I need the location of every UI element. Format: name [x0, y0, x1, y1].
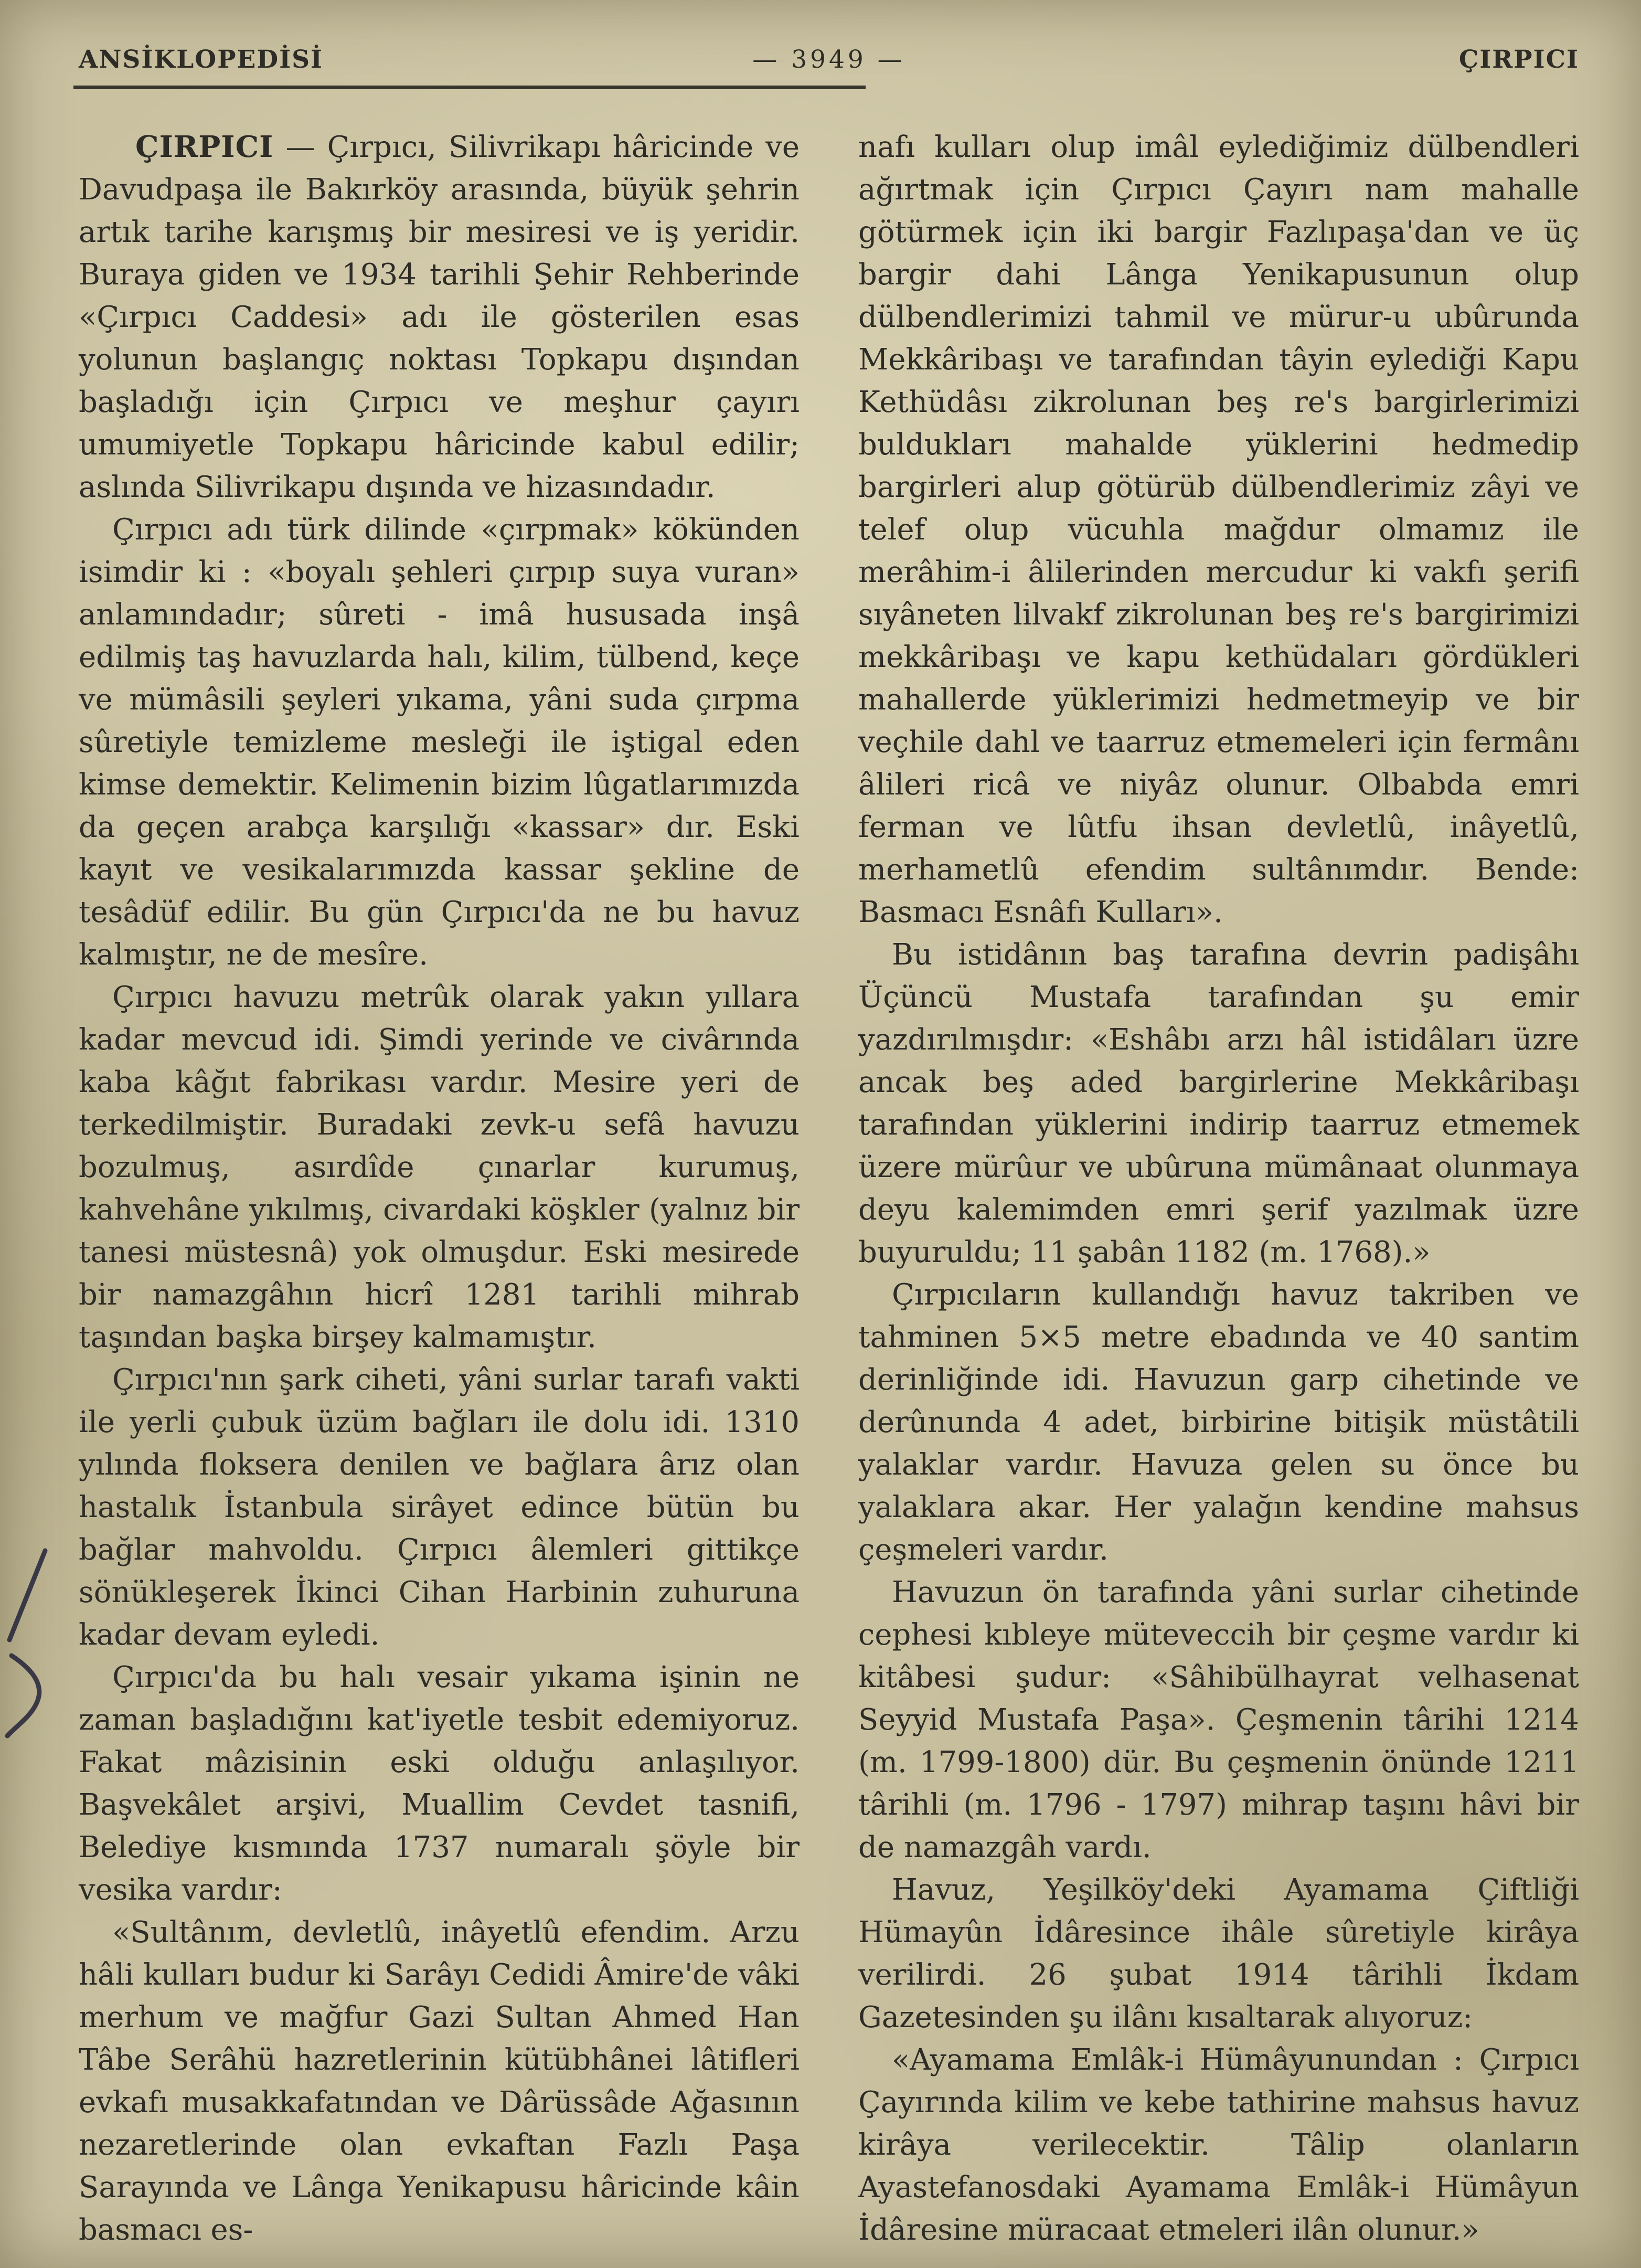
paragraph: Havuz, Yeşilköy'deki Ayamama Çiftliği Hümayûn İdâresince ihâle sûretiyle kirâya verilirdi. 26 şubat 1914 târihli İkdam Gazetesinden şu ilânı kısaltarak alıyoruz:: [858, 1873, 1579, 2034]
paragraph: Çırpıcı adı türk dilinde «çırpmak» kökünden isimdir ki : «boyalı şehleri çırpıp suya vuran» anlamındadır; sûreti - imâ hususada inşâ edilmiş taş havuzlarda halı, kilim, tülbend, keçe ve mümâsili şeyleri yıkama, yâni suda çırpma sûretiyle temizleme mesleği ile iştigal eden kimse demektir. Kelimenin bizim lûgatlarımızda da geçen arabça karşılığı «kassar» dır. Eski kayıt ve vesikalarımızda kassar şekline de tesâdüf edilir. Bu gün Çırpıcı'da ne bu havuz kalmıştır, ne de mesîre.: [79, 513, 800, 972]
right-column: [858, 126, 1579, 2251]
paragraph: nafı kulları olup imâl eylediğimiz dülbendleri ağırtmak için Çırpıcı Çayırı nam mahalle götürmek için iki bargir Fazlıpaşa'dan ve üç bargir dahi Lânga Yenikapusunun olup dülbendlerimizi tahmil ve mürur-u ubûrunda Mekkâribaşı ve tarafından tâyin eylediği Kapu Kethüdâsı zikrolunan beş re's bargirlerimizi buldukları mahalde yüklerini hedmedip bargirleri alup götürüb dülbendlerimiz zâyi ve telef olup vücuhla mağdur olmamız ile merâhim-i âlilerinden mercudur ki vakfı şerifi sıyâneten lilvakf zikrolunan beş re's bargirimizi mekkâribaşı ve kapu kethüdaları gördükleri mahallerde yüklerimizi hedmetmeyip ve bir veçhile dahl ve taarruz etmemeleri için fermânı âlileri ricâ ve niyâz olunur. Olbabda emri ferman ve lûtfu ihsan devletlû, inâyetlû, merhametlû efendim sultânımdır. Bende: Basmacı Esnâfı Kulları».: [858, 130, 1579, 929]
header-rule: [73, 86, 866, 89]
paragraph: «Sultânım, devletlû, inâyetlû efendim. Arzu hâli kulları budur ki Sarâyı Cedidi Âmire'de vâki merhum ve mağfur Gazi Sultan Ahmed Han Tâbe Serâhü hazretlerinin kütübhânei lâtifleri evkafı musakkafatından ve Dârüssâde Ağasının nezaretlerinde olan evkaftan Fazlı Paşa Sarayında ve Lânga Yenikapusu hâricinde kâin basmacı es-: [79, 1915, 800, 2247]
handwritten-pen-marks: [0, 1522, 73, 1774]
paragraph: Çırpıcıların kullandığı havuz takriben ve tahminen 5×5 metre ebadında ve 40 santim derinliğinde idi. Havuzun garp cihetinde ve derûnunda 4 adet, birbirine bitişik müstâtili yalaklar vardır. Havuza gelen su önce bu yalaklara akar. Her yalağın kendine mahsus çeşmeleri vardır.: [858, 1278, 1579, 1567]
header-left-title: ANSİKLOPEDİSİ: [79, 45, 324, 74]
text-columns: [79, 126, 1579, 2251]
diagonal-stroke-icon: [9, 1551, 45, 1640]
header-page-number: — 3949 —: [752, 45, 905, 74]
page-header: [79, 45, 1579, 74]
paragraph: [79, 126, 800, 508]
paragraph: Çırpıcı'nın şark ciheti, yâni surlar tarafı vakti ile yerli çubuk üzüm bağları ile dolu idi. 1310 yılında floksera denilen ve bağlara ârız olan hastalık İstanbula sirâyet edince bütün bu bağlar mahvoldu. Çırpıcı âlemleri gittikçe sönükleşerek İkinci Cihan Harbinin zuhuruna kadar devam eyledi.: [79, 1363, 800, 1652]
paragraph: Bu istidânın baş tarafına devrin padişâhı Üçüncü Mustafa tarafından şu emir yazdırılmışdır: «Eshâbı arzı hâl istidâları üzre ancak beş aded bargirlerine Mekkâribaşı tarafından yüklerini indirip taarruz etmemek üzere mürûur ve ubûruna mümânaat olunmaya deyu kalemimden emri şerif yazılmak üzre buyuruldu; 11 şabân 1182 (m. 1768).»: [858, 938, 1579, 1269]
curved-check-icon: [7, 1656, 39, 1736]
lead-term: ÇIRPICI: [135, 130, 274, 164]
paragraph: «Ayamama Emlâk-i Hümâyunundan : Çırpıcı Çayırında kilim ve kebe tathirine mahsus havuz kirâya verilecektir. Tâlip olanların Ayastefanosdaki Ayamama Emlâk-i Hümâyun İdâresine müracaat etmeleri ilân olunur.»: [858, 2043, 1579, 2247]
header-right-title: ÇIRPICI: [1458, 45, 1579, 74]
paragraph: Çırpıcı'da bu halı vesair yıkama işinin ne zaman başladığını kat'iyetle tesbit edemiyoruz. Fakat mâzisinin eski olduğu anlaşılıyor. Başvekâlet arşivi, Muallim Cevdet tasnifi, Belediye kısmında 1737 numaralı şöyle bir vesika vardır:: [79, 1660, 800, 1907]
paragraph: Havuzun ön tarafında yâni surlar cihetinde cephesi kıbleye müteveccih bir çeşme vardır ki kitâbesi şudur: «Sâhibülhayrat velhasenat Seyyid Mustafa Paşa». Çeşmenin târihi 1214 (m. 1799-1800) dür. Bu çeşmenin önünde 1211 târihli (m. 1796 - 1797) mihrap taşını hâvi bir de namazgâh vardı.: [858, 1575, 1579, 1864]
left-column: [79, 126, 800, 2251]
paragraph-text: — Çırpıcı, Silivrikapı hâricinde ve Davudpaşa ile Bakırköy arasında, büyük şehrin artık tarihe karışmış bir mesiresi ve iş yeridir. Buraya giden ve 1934 tarihli Şehir Rehberinde «Çırpıcı Caddesi» adı ile gösterilen esas yolunun başlangıç noktası Topkapu dışından başladığı için Çırpıcı ve meşhur çayırı umumiyetle Topkapu hâricinde kabul edilir; aslında Silivrikapu dışında ve hizasındadır.: [79, 130, 800, 504]
paragraph: Çırpıcı havuzu metrûk olarak yakın yıllara kadar mevcud idi. Şimdi yerinde ve civârında kaba kâğıt fabrikası vardır. Mesire yeri de terkedilmiştir. Buradaki zevk-u sefâ havuzu bozulmuş, asırdîde çınarlar kurumuş, kahvehâne yıkılmış, civardaki köşkler (yalnız bir tanesi müstesnâ) yok olmuşdur. Eski mesirede bir namazgâhın hicrî 1281 tarihli mihrab taşından başka birşey kalmamıştır.: [79, 980, 800, 1354]
